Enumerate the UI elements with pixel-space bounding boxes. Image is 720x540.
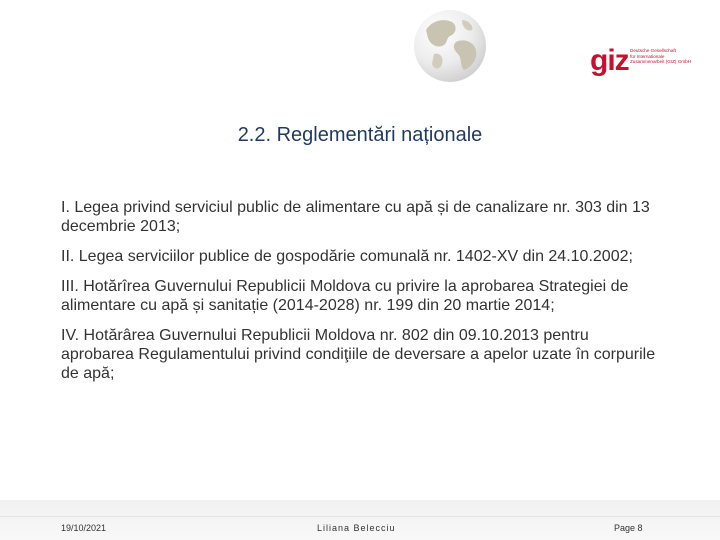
regulation-item: IV. Hotărârea Guvernului Republicii Moldova nr. 802 din 09.10.2013 pentru aprobarea Regulamentului privind condiţiile de deversare a apelor uzate în corpurile de apă;: [61, 327, 656, 382]
regulation-item: II. Legea serviciilor publice de gospodărie comunală nr. 1402-XV din 24.10.2002;: [61, 248, 633, 265]
regulation-item: III. Hotărîrea Guvernului Republicii Moldova cu privire la aprobarea Strategiei de alimentare cu apă și sanitație (2014-2028) nr. 199 din 20 martie 2014;: [61, 278, 629, 314]
regulation-item: I. Legea privind serviciul public de alimentare cu apă și de canalizare nr. 303 din 13 decembrie 2013;: [61, 199, 650, 235]
giz-logo-line: Zusammenarbeit (GIZ) GmbH: [630, 59, 692, 64]
footer-date: 19/10/2021: [61, 523, 107, 533]
slide-title: 2.2. Reglementări naționale: [237, 124, 483, 146]
giz-logo: [590, 46, 700, 76]
giz-logo-mark: giz: [590, 44, 629, 77]
footer-divider: [0, 516, 720, 517]
footer-page-number: Page 8: [614, 523, 643, 533]
footer-author: Liliana Belecciu: [317, 523, 396, 533]
giz-logo-text: [630, 48, 700, 65]
giz-logo-line: für Internationale: [630, 53, 665, 59]
regulations-list: [61, 198, 661, 394]
globe-graphic: [412, 8, 488, 84]
giz-logo-line: Deutsche Gesellschaft: [630, 48, 676, 53]
footer-bar: [0, 500, 720, 540]
